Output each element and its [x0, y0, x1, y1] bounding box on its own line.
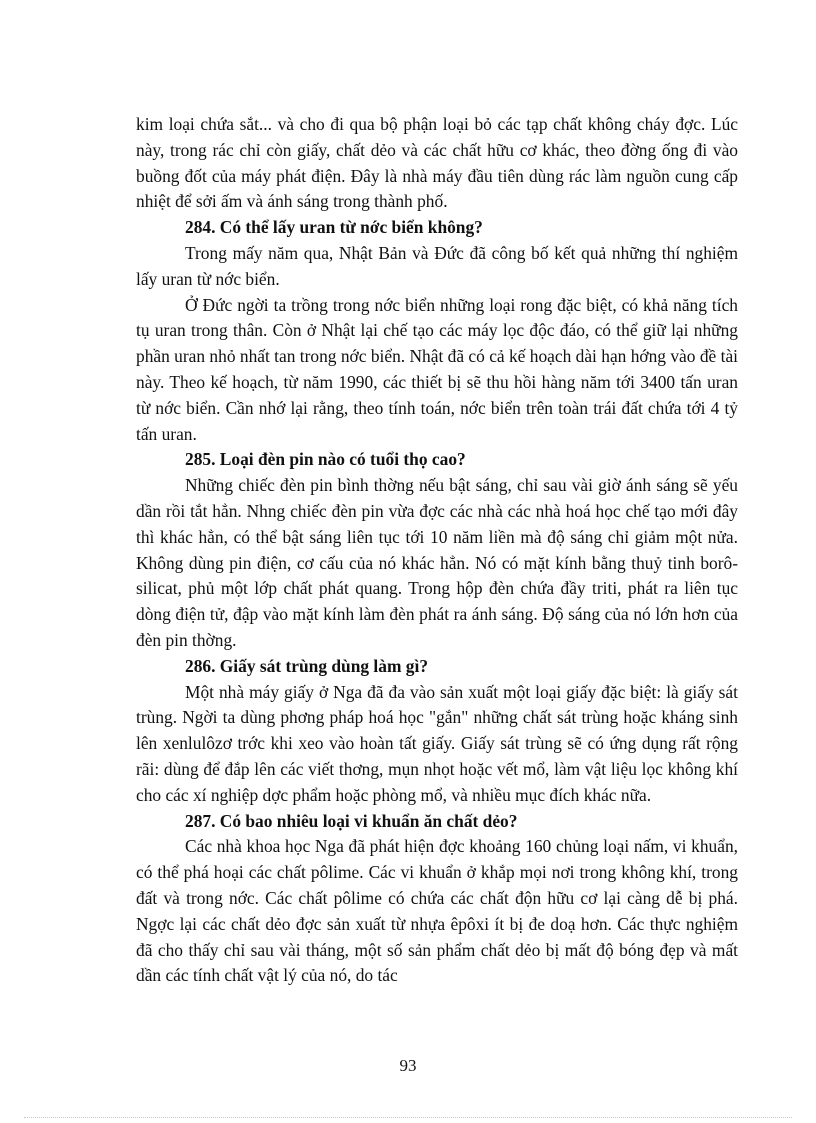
- paragraph: kim loại chứa sắt... và cho đi qua bộ phận loại bỏ các tạp chất không cháy đợc. Lúc này, trong rác chỉ còn giấy, chất dẻo và các chất hữu cơ khác, theo đờng ống đi vào buồng đốt của máy phát điện. Đây là nhà máy đầu tiên dùng rác làm nguồn cung cấp nhiệt để sởi ấm và ánh sáng trong thành phố.: [136, 114, 738, 212]
- page-bottom-divider: [24, 1117, 792, 1118]
- paragraph: Các nhà khoa học Nga đã phát hiện đợc khoảng 160 chủng loại nấm, vi khuẩn, có thể phá hoại các chất pôlime. Các vi khuẩn ở khắp mọi nơi trong không khí, trong đất và trong nớc. Các chất pôlime có chứa các chất độn hữu cơ lại càng dễ bị phá. Ngợc lại các chất dẻo đợc sản xuất từ nhựa êpôxi ít bị đe doạ hơn. Các thực nghiệm đã cho thấy chỉ sau vài tháng, một số sản phẩm chất dẻo bị mất độ bóng đẹp và mất dần các tính chất vật lý của nó, do tác: [136, 836, 738, 986]
- section-heading: 285. Loại đèn pin nào có tuổi thọ cao?: [185, 449, 466, 470]
- section-heading: 287. Có bao nhiêu loại vi khuẩn ăn chất dẻo?: [185, 810, 518, 831]
- paragraph: Ở Đức ngời ta trồng trong nớc biển những loại rong đặc biệt, có khả năng tích tụ uran trong thân. Còn ở Nhật lại chế tạo các máy lọc độc đáo, có thể giữ lại những phần uran nhỏ nhất tan trong nớc biển. Nhật đã có cả kế hoạch dài hạn hớng vào đề tài này. Theo kế hoạch, từ năm 1990, các thiết bị sẽ thu hồi hàng năm tới 3400 tấn uran từ nớc biển. Cần nhớ lại rằng, theo tính toán, nớc biển trên toàn trái đất chứa tới 4 tỷ tấn uran.: [136, 294, 738, 444]
- page-number: 93: [399, 1056, 417, 1075]
- paragraph: Một nhà máy giấy ở Nga đã đa vào sản xuất một loại giấy đặc biệt: là giấy sát trùng. Ngời ta dùng phơng pháp hoá học "gắn" những chất sát trùng hoặc kháng sinh lên xenlulôzơ trớc khi xeo vào hoàn tất giấy. Giấy sát trùng sẽ có ứng dụng rất rộng rãi: dùng để đắp lên các viết thơng, mụn nhọt hoặc vết mổ, làm vật liệu lọc không khí cho các xí nghiệp dợc phẩm hoặc phòng mổ, và nhiều mục đích khác nữa.: [136, 681, 738, 805]
- section-heading: 284. Có thể lấy uran từ nớc biển không?: [185, 217, 483, 238]
- section-heading: 286. Giấy sát trùng dùng làm gì?: [185, 655, 429, 676]
- paragraph: Những chiếc đèn pin bình thờng nếu bật sáng, chỉ sau vài giờ ánh sáng sẽ yếu dần rồi tắt hẳn. Nhng chiếc đèn pin vừa đợc các nhà các nhà hoá học chế tạo mới đây thì khác hẳn, có thể bật sáng liên tục tới 10 năm liền mà độ sáng chỉ giảm một nửa. Không dùng pin điện, cơ cấu của nó khác hẳn. Nó có mặt kính bằng thuỷ tinh borô-silicat, phủ một lớp chất phát quang. Trong hộp đèn chứa đầy triti, phát ra liên tục dòng điện tử, đập vào mặt kính làm đèn phát ra ánh sáng. Độ sáng của nó lớn hơn của đèn pin thờng.: [136, 475, 738, 650]
- paragraph: Trong mấy năm qua, Nhật Bản và Đức đã công bố kết quả những thí nghiệm lấy uran từ nớc biển.: [136, 242, 738, 289]
- page-body: [136, 112, 738, 989]
